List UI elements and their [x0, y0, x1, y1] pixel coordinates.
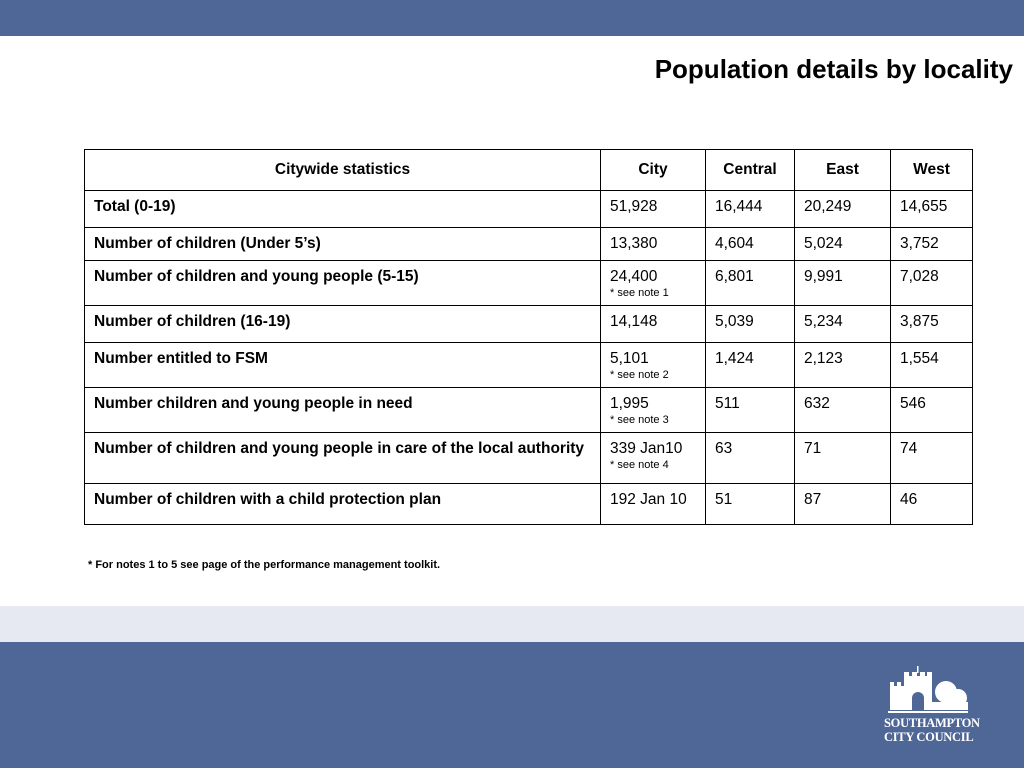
header-citywide-statistics: Citywide statistics — [85, 150, 601, 191]
cell-west: 546 — [891, 388, 973, 433]
cell-city-value: 192 Jan 10 — [610, 491, 687, 508]
cell-central: 16,444 — [706, 191, 795, 228]
cell-central: 51 — [706, 484, 795, 525]
cell-central: 6,801 — [706, 261, 795, 306]
population-table — [84, 149, 973, 525]
cell-city-value: 1,995 — [610, 395, 649, 412]
cell-east: 5,024 — [795, 228, 891, 261]
cell-city — [601, 228, 706, 261]
header-city: City — [601, 150, 706, 191]
cell-city-value: 14,148 — [610, 313, 658, 330]
row-label: Number of children and young people (5-15) — [85, 261, 601, 306]
row-label: Number of children and young people in care of the local authority — [85, 433, 601, 484]
cell-city — [601, 191, 706, 228]
logo-line-2: CITY COUNCIL — [884, 730, 974, 744]
cell-city-value: 5,101 — [610, 350, 649, 367]
cell-east: 20,249 — [795, 191, 891, 228]
cell-west: 3,875 — [891, 306, 973, 343]
row-label: Total (0-19) — [85, 191, 601, 228]
cell-city — [601, 343, 706, 388]
header-east: East — [795, 150, 891, 191]
row-label: Number of children (Under 5’s) — [85, 228, 601, 261]
table-row — [85, 433, 973, 484]
cell-west: 1,554 — [891, 343, 973, 388]
cell-east: 2,123 — [795, 343, 891, 388]
table-row — [85, 191, 973, 228]
row-label: Number children and young people in need — [85, 388, 601, 433]
cell-city — [601, 433, 706, 484]
bottom-band — [0, 642, 1024, 768]
cell-city-value: 339 Jan10 — [610, 440, 683, 457]
footnote: * For notes 1 to 5 see page of the performance management toolkit. — [88, 559, 441, 571]
cell-city-note: * see note 4 — [610, 459, 669, 471]
table-row — [85, 228, 973, 261]
cell-city — [601, 261, 706, 306]
cell-city — [601, 388, 706, 433]
cell-city-note: * see note 1 — [610, 287, 669, 299]
cell-central: 1,424 — [706, 343, 795, 388]
cell-east: 71 — [795, 433, 891, 484]
page-title: Population details by locality — [654, 54, 1013, 84]
cell-east: 5,234 — [795, 306, 891, 343]
cell-east: 9,991 — [795, 261, 891, 306]
table-body — [85, 191, 973, 525]
cell-west: 14,655 — [891, 191, 973, 228]
row-label: Number of children (16-19) — [85, 306, 601, 343]
cell-west: 3,752 — [891, 228, 973, 261]
row-label: Number of children with a child protection plan — [85, 484, 601, 525]
table-row — [85, 261, 973, 306]
light-band — [0, 606, 1024, 642]
cell-east: 87 — [795, 484, 891, 525]
cell-central: 4,604 — [706, 228, 795, 261]
top-bar — [0, 0, 1024, 36]
castle-gate-icon — [884, 666, 972, 718]
header-west: West — [891, 150, 973, 191]
table-row — [85, 388, 973, 433]
cell-central: 63 — [706, 433, 795, 484]
table-row — [85, 306, 973, 343]
cell-city — [601, 306, 706, 343]
table-row — [85, 343, 973, 388]
cell-city — [601, 484, 706, 525]
cell-city-value: 24,400 — [610, 268, 658, 285]
row-label: Number entitled to FSM — [85, 343, 601, 388]
logo-line-1: SOUTHAMPTON — [884, 716, 980, 730]
cell-city-note: * see note 2 — [610, 369, 669, 381]
cell-city-value: 51,928 — [610, 198, 658, 215]
table-row — [85, 484, 973, 525]
council-logo — [884, 666, 980, 746]
cell-city-value: 13,380 — [610, 235, 658, 252]
header-central: Central — [706, 150, 795, 191]
cell-central: 511 — [706, 388, 795, 433]
cell-city-note: * see note 3 — [610, 414, 669, 426]
cell-west: 46 — [891, 484, 973, 525]
cell-central: 5,039 — [706, 306, 795, 343]
table-header-row — [85, 150, 973, 191]
cell-west: 7,028 — [891, 261, 973, 306]
cell-west: 74 — [891, 433, 973, 484]
cell-east: 632 — [795, 388, 891, 433]
